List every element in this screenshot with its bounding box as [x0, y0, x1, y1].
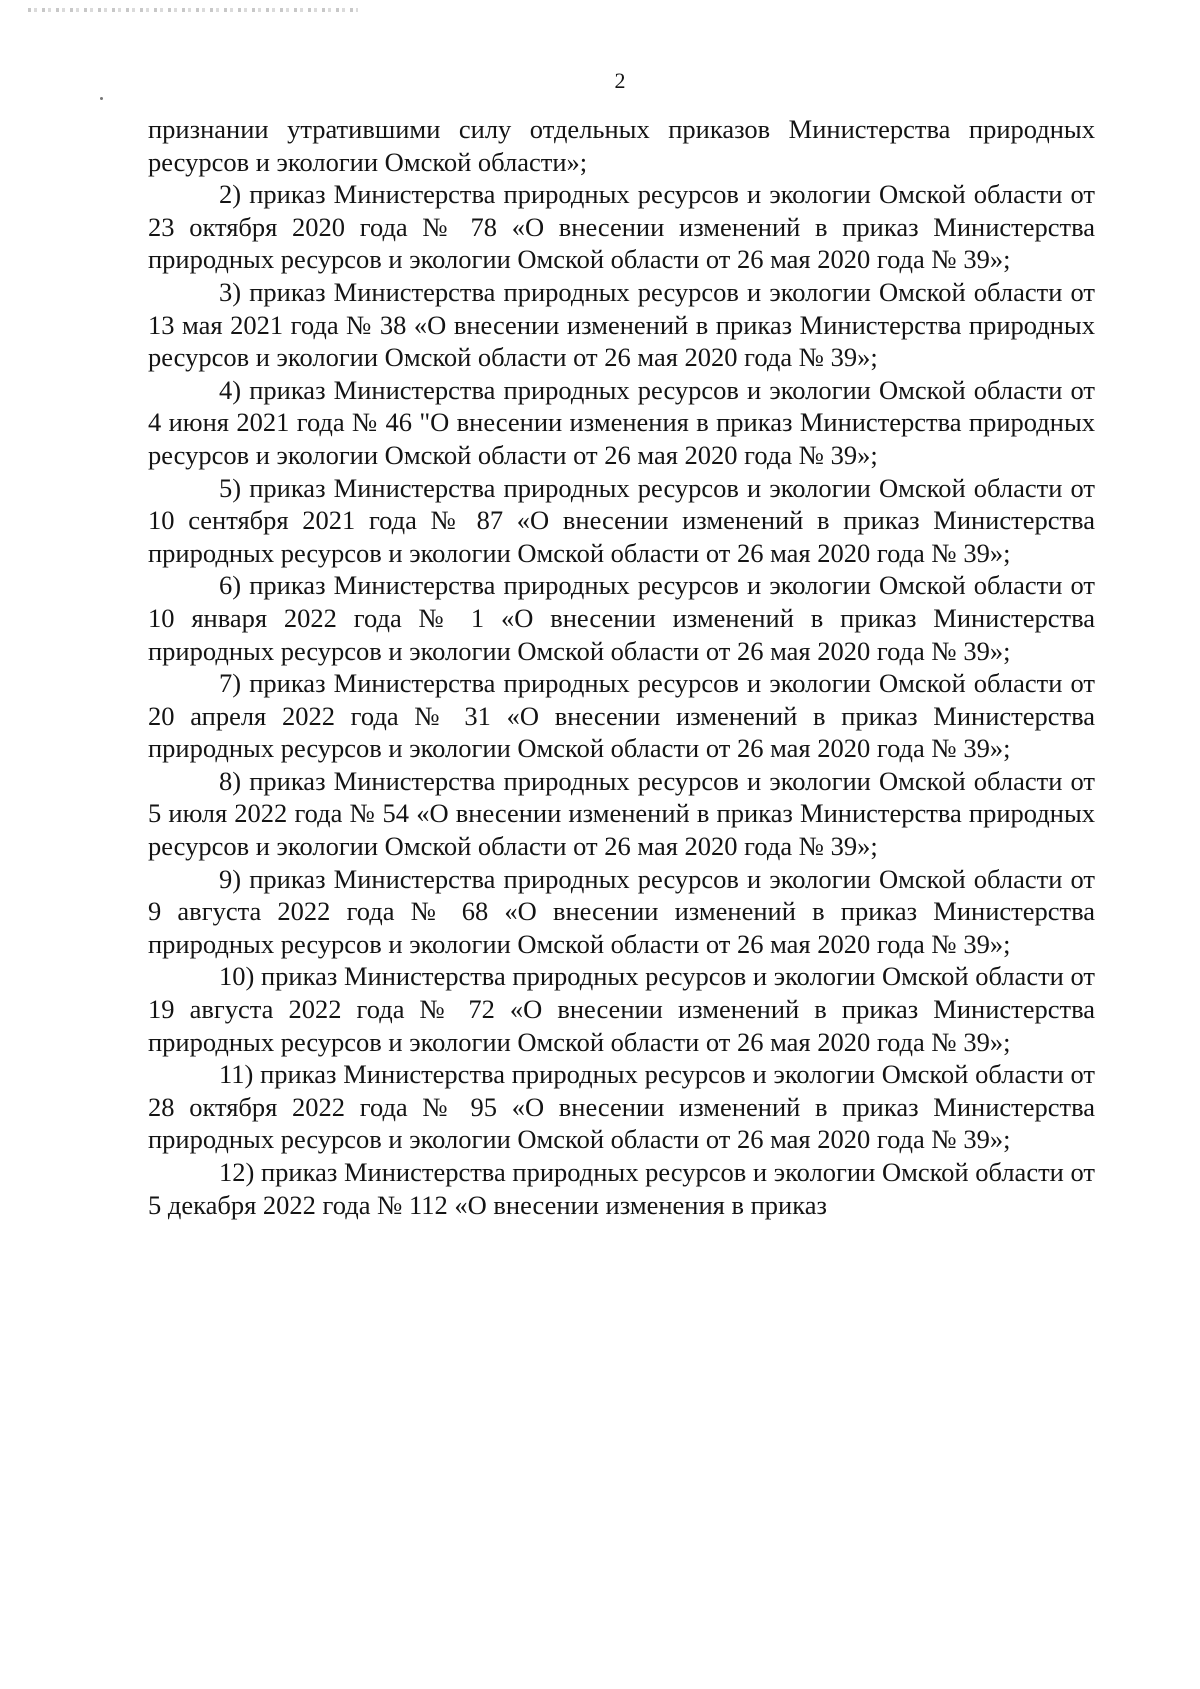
list-item-12: 12) приказ Министерства природных ресурсов и экологии Омской области от 5 декабря 2022 года № 112 «О внесении изменения в приказ — [148, 1157, 1095, 1220]
document-body — [148, 113, 1095, 1221]
list-item-9: 9) приказ Министерства природных ресурсов и экологии Омской области от 9 августа 2022 года № 68 «О внесении изменений в приказ Министерства природных ресурсов и экологии Омской области от 26 мая 2020 года № 39»; — [148, 863, 1095, 959]
list-item-7: 7) приказ Министерства природных ресурсов и экологии Омской области от 20 апреля 2022 года № 31 «О внесении изменений в приказ Министерства природных ресурсов и экологии Омской области от 26 мая 2020 года № 39»; — [148, 668, 1095, 764]
list-item-3: 3) приказ Министерства природных ресурсов и экологии Омской области от 13 мая 2021 года № 38 «О внесении изменений в приказ Министерства природных ресурсов и экологии Омской области от 26 мая 2020 года № 39»; — [148, 276, 1095, 373]
list-item-5: 5) приказ Министерства природных ресурсов и экологии Омской области от 10 сентября 2021 года № 87 «О внесении изменений в приказ Министерства природных ресурсов и экологии Омской области от 26 мая 2020 года № 39»; — [148, 472, 1095, 568]
list-item-10: 10) приказ Министерства природных ресурсов и экологии Омской области от 19 августа 2022 года № 72 «О внесении изменений в приказ Министерства природных ресурсов и экологии Омской области от 26 мая 2020 года № 39»; — [148, 961, 1095, 1057]
scan-artifact — [28, 8, 358, 12]
list-item-4: 4) приказ Министерства природных ресурсов и экологии Омской области от 4 июня 2021 года № 46 "О внесении изменения в приказ Министерства природных ресурсов и экологии Омской области от 26 мая 2020 года № 39»; — [148, 374, 1095, 470]
page-number: 2 — [614, 68, 626, 93]
list-item-2: 2) приказ Министерства природных ресурсов и экологии Омской области от 23 октября 2020 года № 78 «О внесении изменений в приказ Министерства природных ресурсов и экологии Омской области от 26 мая 2020 года № 39»; — [148, 179, 1095, 275]
list-item-6: 6) приказ Министерства природных ресурсов и экологии Омской области от 10 января 2022 года № 1 «О внесении изменений в приказ Министерства природных ресурсов и экологии Омской области от 26 мая 2020 года № 39»; — [148, 570, 1095, 666]
scan-speck — [100, 97, 103, 100]
list-item-8: 8) приказ Министерства природных ресурсов и экологии Омской области от 5 июля 2022 года № 54 «О внесении изменений в приказ Министерства природных ресурсов и экологии Омской области от 26 мая 2020 года № 39»; — [148, 765, 1095, 862]
continuation-paragraph: признании утратившими силу отдельных приказов Министерства природных ресурсов и экологии Омской области»; — [148, 114, 1095, 177]
list-item-11: 11) приказ Министерства природных ресурсов и экологии Омской области от 28 октября 2022 года № 95 «О внесении изменений в приказ Министерства природных ресурсов и экологии Омской области от 26 мая 2020 года № 39»; — [148, 1059, 1095, 1155]
